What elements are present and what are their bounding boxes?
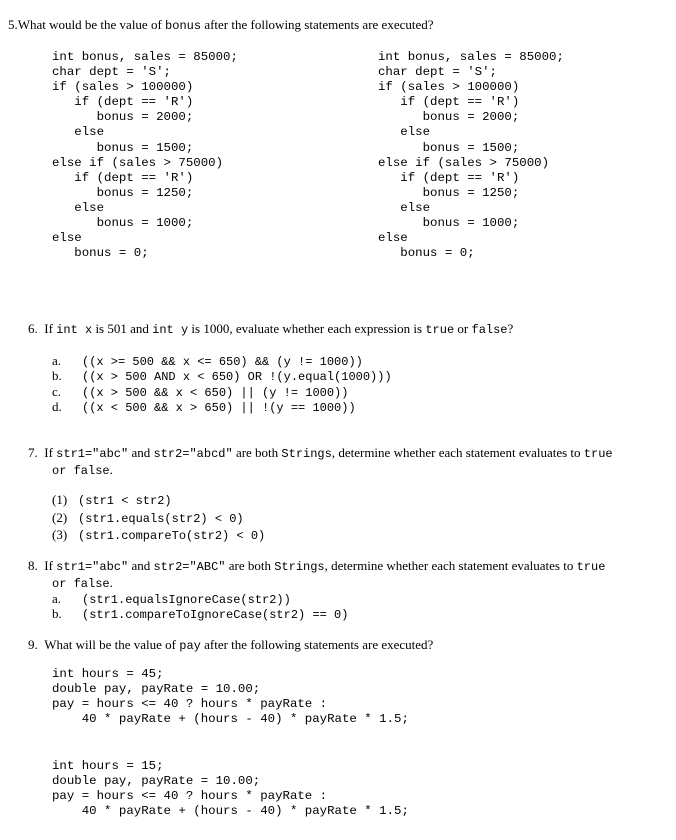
question-6-text: 6. If int x is 501 and int y is 1000, evaluate whether each expression is true or false? [28,321,514,337]
question-7-item-3: (3) (str1.compareTo(str2) < 0) [52,527,266,543]
question-5-number: 5. [8,17,18,32]
question-9-number: 9. [28,637,38,652]
question-6-item-b: b. ((x > 500 AND x < 650) OR !(y.equal(1000))) [52,368,392,384]
question-7-text-cont: or false. [52,462,113,478]
question-5-text: 5.What would be the value of bonus after the following statements are executed? [8,17,434,33]
question-6-number: 6. [28,321,38,336]
question-7-number: 7. [28,445,38,460]
question-7-item-1: (1) (str1 < str2) [52,492,172,508]
question-8-item-a: a. (str1.equalsIgnoreCase(str2)) [52,591,291,607]
question-9-text: 9. What will be the value of pay after the following statements are executed? [28,637,434,653]
question-8-text-cont: or false. [52,575,113,591]
question-5-code-left: int bonus, sales = 85000; char dept = 'S'; if (sales > 100000) if (dept == 'R') bonus = 2000; else bonus = 1500; else if (sales > 75000) if (dept == 'R') bonus = 1250; else bonus = 1000; else bonus = 0; [52,50,238,261]
question-7-text: 7. If str1="abc" and str2="abcd" are both Strings, determine whether each statement evaluates to true [28,445,613,461]
question-6-item-a: a. ((x >= 500 && x <= 650) && (y != 1000)) [52,353,363,369]
question-7-item-2: (2) (str1.equals(str2) < 0) [52,510,244,526]
question-9-code-1: int hours = 45; double pay, payRate = 10.00; pay = hours <= 40 ? hours * payRate : 40 * payRate + (hours - 40) * payRate * 1.5; [52,667,409,727]
question-6-item-d: d. ((x < 500 && x > 650) || !(y == 1000)) [52,399,356,415]
question-8-number: 8. [28,558,38,573]
question-9-code-2: int hours = 15; double pay, payRate = 10.00; pay = hours <= 40 ? hours * payRate : 40 * payRate + (hours - 40) * payRate * 1.5; [52,759,409,819]
question-6-item-c: c. ((x > 500 && x < 650) || (y != 1000)) [52,384,349,400]
question-8-item-b: b. (str1.compareToIgnoreCase(str2) == 0) [52,606,349,622]
question-8-text: 8. If str1="abc" and str2="ABC" are both Strings, determine whether each statement evaluates to true [28,558,606,574]
question-5-code-right: int bonus, sales = 85000; char dept = 'S'; if (sales > 100000) if (dept == 'R') bonus = 2000; else bonus = 1500; else if (sales > 75000) if (dept == 'R') bonus = 1250; else bonus = 1000; else bonus = 0; [378,50,564,261]
